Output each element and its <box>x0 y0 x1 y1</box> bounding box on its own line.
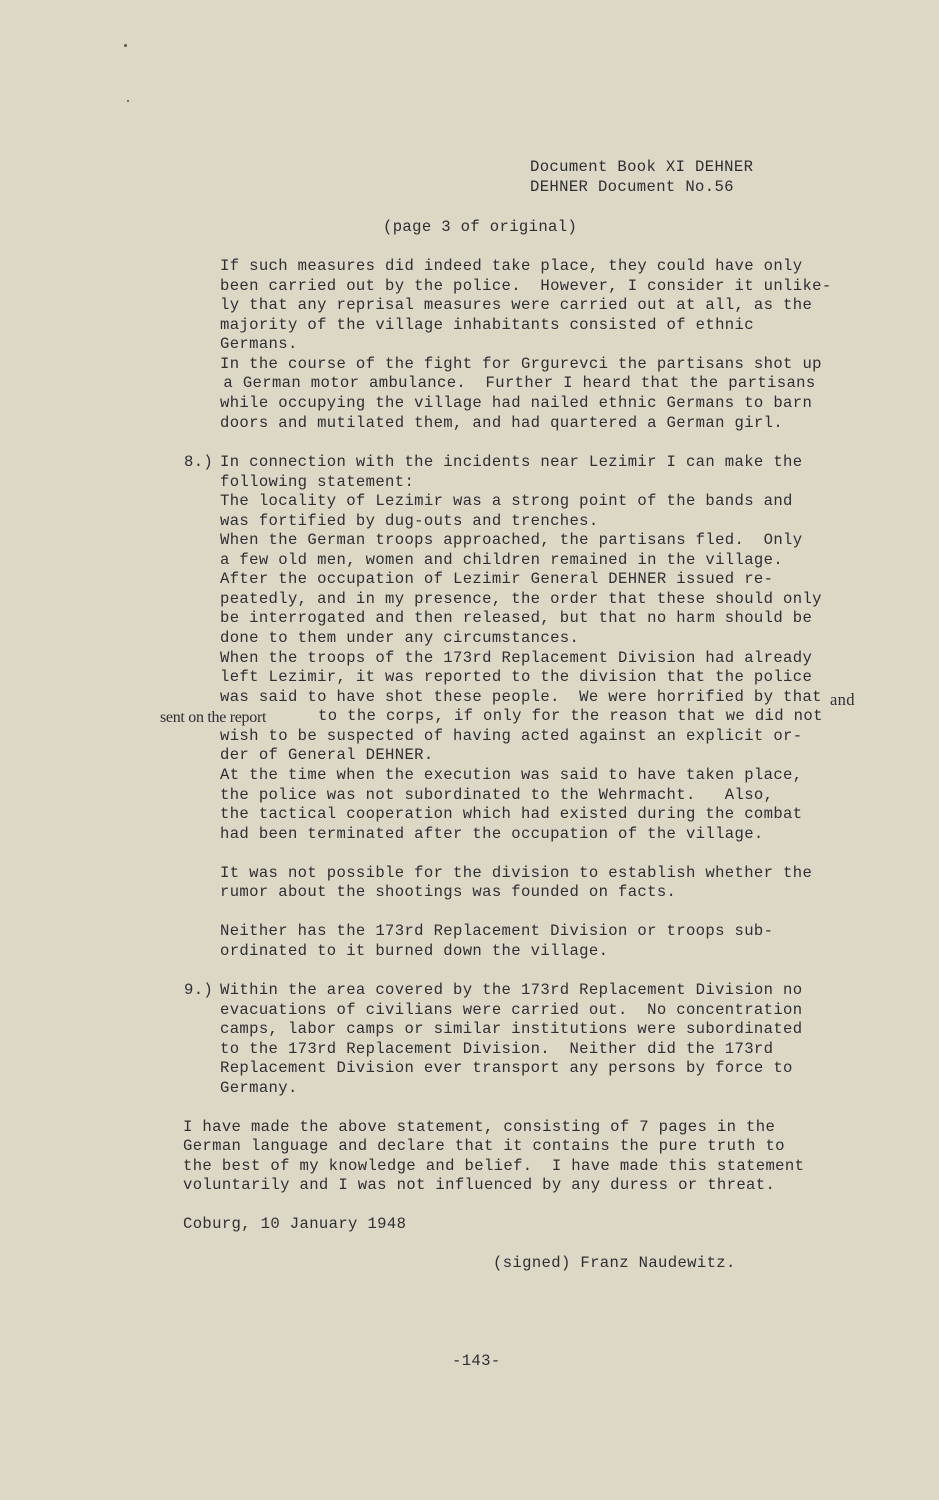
item-9-line: Within the area covered by the 173rd Replacement Division no <box>220 981 803 999</box>
item-8-line: left Lezimir, it was reported to the division that the police <box>220 668 813 686</box>
item-9-line: camps, labor camps or similar institutions were subordinated <box>220 1020 803 1038</box>
page-number: -143- <box>452 1352 501 1370</box>
closing-statement-line: the best of my knowledge and belief. I have made this statement <box>183 1157 805 1175</box>
item-8-line: was fortified by dug-outs and trenches. <box>220 512 599 530</box>
paragraph-line: been carried out by the police. However, I consider it unlike- <box>220 277 832 295</box>
paragraph-line: doors and mutilated them, and had quartered a German girl. <box>220 414 784 432</box>
place-and-date: Coburg, 10 January 1948 <box>183 1215 407 1233</box>
item-8-paragraph-2: It was not possible for the division to establish whether the <box>220 864 813 882</box>
item-8-paragraph-3: Neither has the 173rd Replacement Division or troops sub- <box>220 922 774 940</box>
item-9-number: 9.) <box>184 981 214 999</box>
paragraph-line: a German motor ambulance. Further I heard that the partisans <box>204 374 816 392</box>
item-8-line: der of General DEHNER. <box>220 746 434 764</box>
paper-speck <box>124 44 127 47</box>
paragraph-line: majority of the village inhabitants consisted of ethnic <box>220 316 754 334</box>
item-8-line: a few old men, women and children remained in the village. <box>220 551 784 569</box>
item-8-line: In connection with the incidents near Lezimir I can make the <box>220 453 803 471</box>
document-number: DEHNER Document No.56 <box>530 178 734 196</box>
paragraph-line: If such measures did indeed take place, they could have only <box>220 257 803 275</box>
closing-statement-line: German language and declare that it contains the pure truth to <box>183 1137 785 1155</box>
item-8-line: done to them under any circumstances. <box>220 629 580 647</box>
item-9-line: Germany. <box>220 1079 298 1097</box>
item-8-line: After the occupation of Lezimir General DEHNER issued re- <box>220 570 774 588</box>
paragraph-line: Germans. <box>220 335 298 353</box>
item-8-paragraph-2: rumor about the shootings was founded on facts. <box>220 883 677 901</box>
item-8-line: was said to have shot these people. We were horrified by that <box>220 688 822 706</box>
item-8-line: When the German troops approached, the partisans fled. Only <box>220 531 803 549</box>
item-8-line: be interrogated and then released, but that no harm should be <box>220 609 813 627</box>
item-8-line: had been terminated after the occupation of the village. <box>220 825 764 843</box>
item-8-line: At the time when the execution was said to have taken place, <box>220 766 803 784</box>
item-8-number: 8.) <box>184 453 214 471</box>
closing-statement-line: I have made the above statement, consisting of 7 pages in the <box>183 1118 776 1136</box>
inserted-text-head: sent on the report <box>160 709 267 726</box>
item-9-line: evacuations of civilians were carried out. No concentration <box>220 1001 803 1019</box>
page-of-original-note: (page 3 of original) <box>383 218 578 236</box>
item-8-line: peatedly, and in my presence, the order that these should only <box>220 590 822 608</box>
inserted-text-tail: and <box>830 690 855 709</box>
item-8-line: the police was not subordinated to the Wehrmacht. Also, <box>220 786 774 804</box>
item-8-line: When the troops of the 173rd Replacement Division had already <box>220 649 813 667</box>
closing-statement-line: voluntarily and I was not influenced by any duress or threat. <box>183 1176 776 1194</box>
item-8-paragraph-3: ordinated to it burned down the village. <box>220 942 609 960</box>
paragraph-line: In the course of the fight for Grgurevci the partisans shot up <box>220 355 822 373</box>
paper-speck <box>127 100 129 102</box>
item-9-line: to the 173rd Replacement Division. Neither did the 173rd <box>220 1040 774 1058</box>
paragraph-line: ly that any reprisal measures were carried out at all, as the <box>220 296 813 314</box>
item-8-line: wish to be suspected of having acted against an explicit or- <box>220 727 803 745</box>
item-8-line: the tactical cooperation which had existed during the combat <box>220 805 803 823</box>
item-8-line: The locality of Lezimir was a strong point of the bands and <box>220 492 793 510</box>
paragraph-line: while occupying the village had nailed ethnic Germans to barn <box>220 394 813 412</box>
item-9-line: Replacement Division ever transport any persons by force to <box>220 1059 793 1077</box>
document-book-ref: Document Book XI DEHNER <box>530 158 754 176</box>
item-8-line: to the corps, if only for the reason that we did not <box>318 707 823 725</box>
signature: (signed) Franz Naudewitz. <box>493 1254 736 1272</box>
item-8-line: following statement: <box>220 473 415 491</box>
